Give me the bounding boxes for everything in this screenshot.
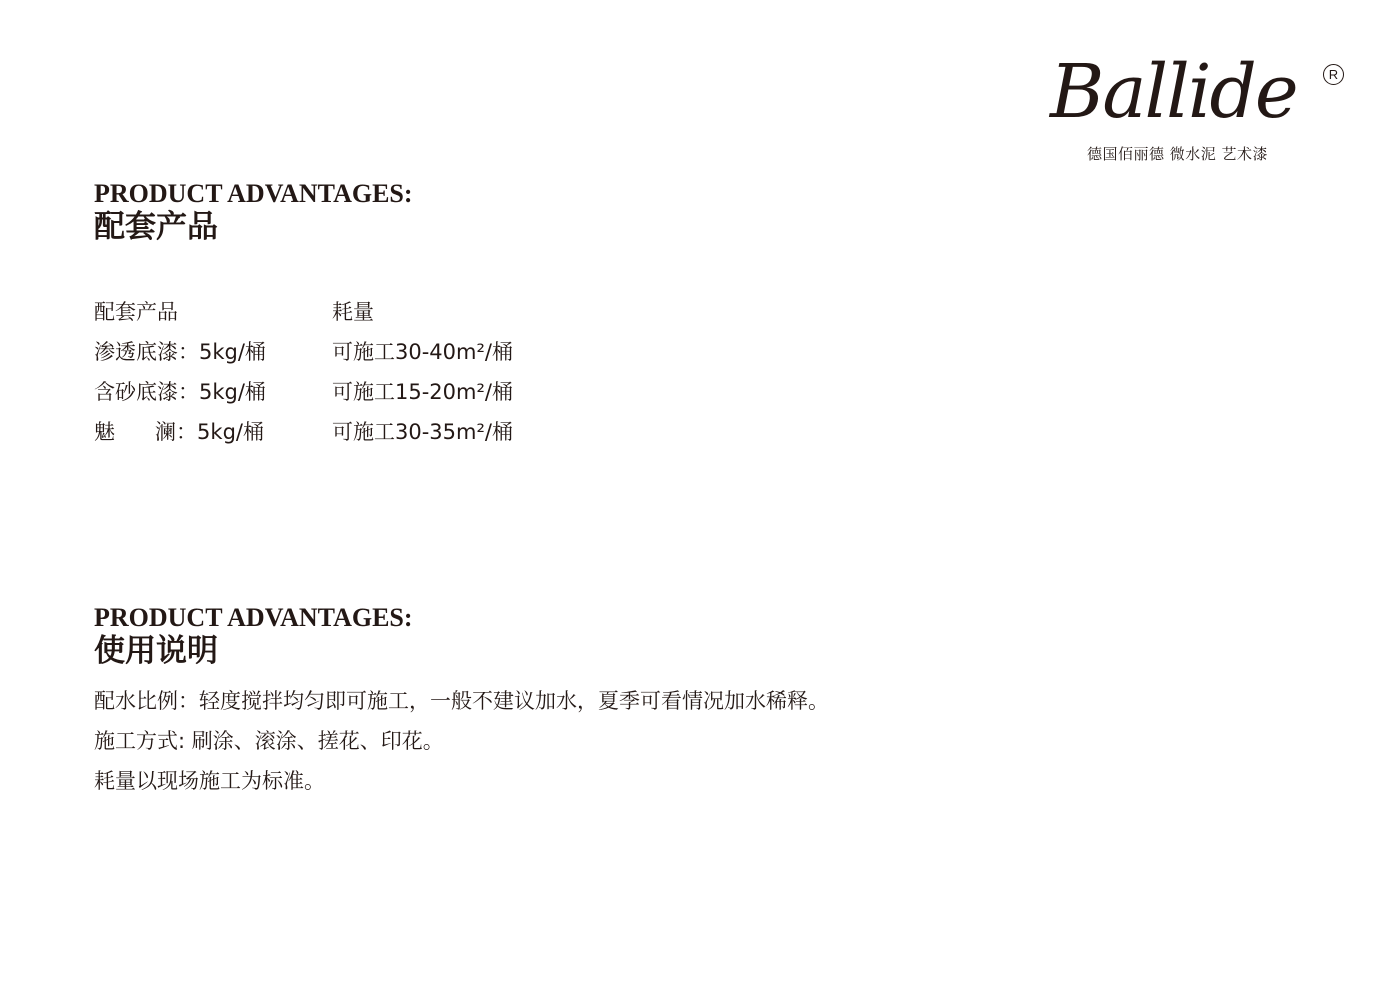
header-product: 配套产品: [94, 300, 178, 324]
table-row: [94, 378, 694, 418]
logo-wordmark: Ballide: [1050, 49, 1297, 135]
products-table: [94, 298, 694, 458]
instruction-line: 配水比例：轻度搅拌均匀即可施工，一般不建议加水，夏季可看情况加水稀释。: [94, 689, 829, 713]
instructions-title: 使用说明: [94, 633, 218, 669]
table-header-row: [94, 298, 694, 338]
instructions-list: [94, 687, 1094, 807]
row-usage: 可施工30-40m²/桶: [332, 340, 513, 364]
row-product: 魅 澜：5kg/桶: [94, 420, 264, 444]
instructions-eyebrow: PRODUCT ADVANTAGES:: [94, 603, 413, 632]
row-product: 含砂底漆：5kg/桶: [94, 380, 266, 404]
row-product: 渗透底漆：5kg/桶: [94, 340, 266, 364]
products-eyebrow: PRODUCT ADVANTAGES:: [94, 179, 413, 208]
header-usage: 耗量: [332, 300, 374, 324]
products-title: 配套产品: [94, 209, 218, 245]
table-row: [94, 338, 694, 378]
table-row: [94, 418, 694, 458]
row-usage: 可施工30-35m²/桶: [332, 420, 513, 444]
instruction-line: 耗量以现场施工为标准。: [94, 769, 325, 793]
registered-mark-icon: R: [1323, 64, 1344, 85]
instruction-line: 施工方式: 刷涂、滚涂、搓花、印花。: [94, 729, 444, 753]
brand-logo: [1040, 49, 1360, 175]
row-usage: 可施工15-20m²/桶: [332, 380, 513, 404]
logo-tagline: 德国佰丽德 微水泥 艺术漆: [1087, 145, 1269, 163]
